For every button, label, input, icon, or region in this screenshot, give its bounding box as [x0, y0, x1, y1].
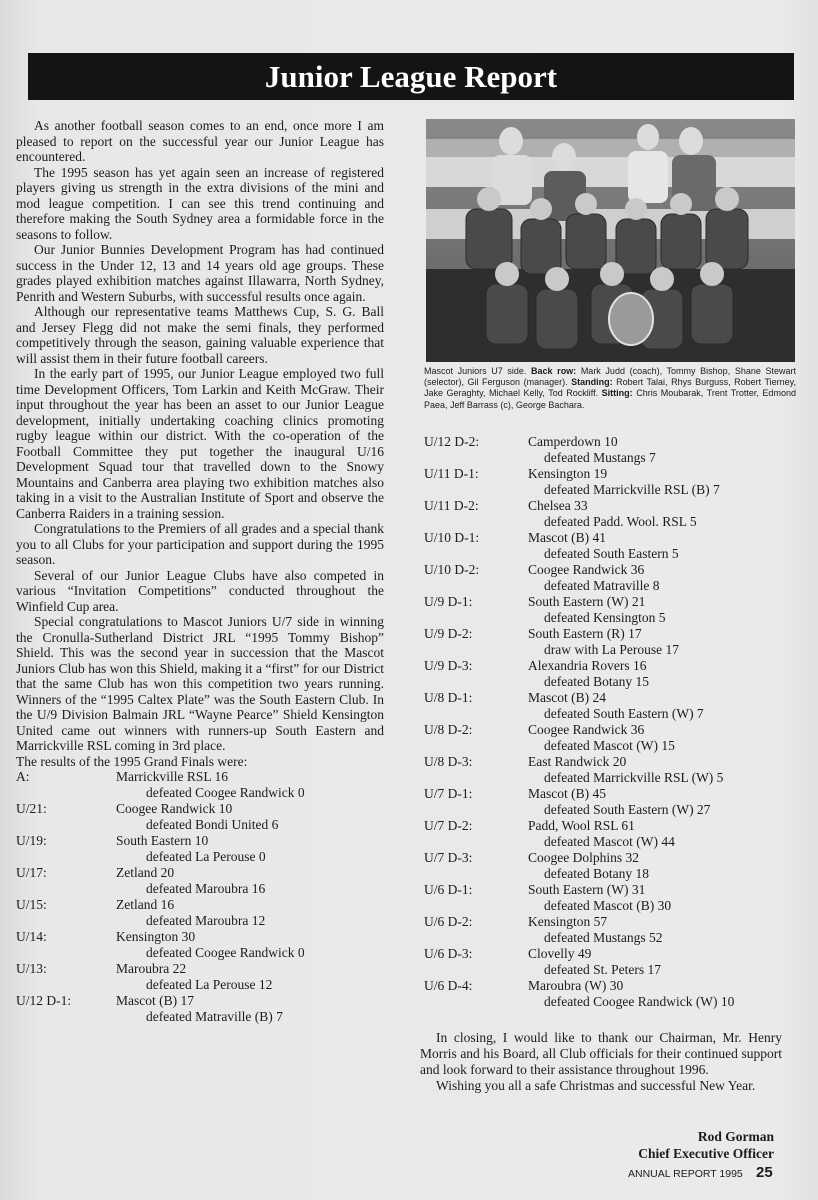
result-division: U/14:: [16, 929, 47, 944]
result-division: U/6 D-3:: [424, 946, 473, 961]
result-defeated: defeated Coogee Randwick (W) 10: [544, 994, 735, 1009]
paragraph: Congratulations to the Premiers of all grades and a special thank you to all Clubs for your participation and support during the 1995 season.: [16, 521, 384, 567]
result-defeated-row: [424, 866, 796, 882]
signature-name: Rod Gorman: [697, 1129, 774, 1144]
result-defeated: defeated Mustangs 52: [544, 930, 663, 945]
result-defeated: defeated Botany 15: [544, 674, 649, 689]
result-division: U/7 D-2:: [424, 818, 473, 833]
closing-paragraph: Wishing you all a safe Christmas and successful New Year.: [436, 1078, 756, 1093]
result-row: [424, 946, 796, 962]
page-title: Junior League Report: [28, 53, 794, 100]
result-row: [424, 690, 796, 706]
result-winner: Maroubra 22: [116, 961, 187, 976]
result-winner: Coogee Dolphins 32: [528, 850, 639, 865]
result-winner: Coogee Randwick 10: [116, 801, 233, 816]
result-row: [424, 914, 796, 930]
result-winner: Camperdown 10: [528, 434, 618, 449]
result-defeated: defeated South Eastern (W) 7: [544, 706, 704, 721]
caption-standing-label: Standing:: [571, 377, 613, 388]
result-division: U/6 D-2:: [424, 914, 473, 929]
result-row: [424, 498, 796, 514]
team-photo: [426, 119, 795, 362]
result-winner: Padd, Wool RSL 61: [528, 818, 635, 833]
result-winner: South Eastern (W) 21: [528, 594, 646, 609]
result-division: U/11 D-1:: [424, 466, 479, 481]
result-division: U/15:: [16, 897, 47, 912]
result-winner: Kensington 57: [528, 914, 608, 929]
result-row: [424, 850, 796, 866]
result-defeated: defeated South Eastern (W) 27: [544, 802, 711, 817]
left-column: [16, 118, 384, 1025]
result-defeated: defeated Coogee Randwick 0: [146, 785, 305, 800]
result-defeated: defeated Kensington 5: [544, 610, 666, 625]
shield-trophy-icon: [609, 293, 653, 345]
result-defeated: defeated Bondi United 6: [146, 817, 279, 832]
result-winner: Marrickville RSL 16: [116, 769, 228, 784]
result-defeated: defeated La Perouse 12: [146, 977, 273, 992]
result-defeated-row: [424, 962, 796, 978]
caption-sitting-label: Sitting:: [601, 388, 633, 399]
result-row: [16, 961, 384, 977]
result-winner: South Eastern (W) 31: [528, 882, 646, 897]
result-winner: East Randwick 20: [528, 754, 627, 769]
result-division: U/12 D-1:: [16, 993, 72, 1008]
result-defeated-row: [424, 706, 796, 722]
result-winner: Kensington 19: [528, 466, 608, 481]
paragraph: As another football season comes to an end, once more I am pleased to report on the successful year our Junior League has encountered.: [16, 118, 384, 164]
result-defeated-row: [16, 913, 384, 929]
result-division: U/12 D-2:: [424, 434, 480, 449]
result-division: U/10 D-2:: [424, 562, 480, 577]
result-row: [424, 818, 796, 834]
result-defeated: draw with La Perouse 17: [544, 642, 679, 657]
result-defeated: defeated Coogee Randwick 0: [146, 945, 305, 960]
result-defeated-row: [16, 849, 384, 865]
result-defeated: defeated Mascot (W) 15: [544, 738, 675, 753]
result-division: U/8 D-2:: [424, 722, 473, 737]
result-division: U/6 D-4:: [424, 978, 473, 993]
result-defeated-row: [424, 674, 796, 690]
result-defeated-row: [424, 770, 796, 786]
caption-standing-text: Robert Talai, Rhys Burguss, Robert Tierney, Jake Geraghty, Michael Kelly, Tod Rockliff.: [424, 377, 797, 399]
result-defeated-row: [424, 610, 796, 626]
result-defeated: defeated Botany 18: [544, 866, 649, 881]
paragraph: Our Junior Bunnies Development Program has had continued success in the Under 12, 13 and 14 years old age groups. These grades played exhibition matches against Illawarra, North Sydney, Penrith and Western Suburbs, with successful results once again.: [16, 242, 384, 304]
result-defeated: defeated St. Peters 17: [544, 962, 661, 977]
result-row: [424, 978, 796, 994]
result-division: U/21:: [16, 801, 47, 816]
result-winner: Clovelly 49: [528, 946, 592, 961]
result-defeated: defeated Marrickville RSL (B) 7: [544, 482, 720, 497]
result-defeated-row: [424, 930, 796, 946]
result-defeated: defeated South Eastern 5: [544, 546, 679, 561]
result-row: [16, 833, 384, 849]
result-defeated-row: [424, 834, 796, 850]
result-row: [424, 466, 796, 482]
signature: [638, 1128, 774, 1162]
result-division: U/11 D-2:: [424, 498, 479, 513]
result-division: U/9 D-2:: [424, 626, 473, 641]
result-winner: Mascot (B) 41: [528, 530, 606, 545]
page-footer: [628, 1164, 778, 1181]
result-row: [424, 434, 796, 450]
team-photo-image: [426, 119, 795, 362]
result-defeated: defeated Mustangs 7: [544, 450, 656, 465]
result-defeated: defeated Maroubra 12: [146, 913, 266, 928]
result-defeated-row: [424, 994, 796, 1010]
results-list-right: [424, 434, 796, 1010]
result-defeated: defeated Matraville (B) 7: [146, 1009, 283, 1024]
closing-remarks: [420, 1030, 782, 1094]
closing-paragraph: In closing, I would like to thank our Chairman, Mr. Henry Morris and his Board, all Club officials for their continued support and look forward to their assistance throughout 1996.: [420, 1030, 782, 1077]
result-row: [16, 897, 384, 913]
result-defeated-row: [16, 1009, 384, 1025]
result-winner: South Eastern 10: [116, 833, 209, 848]
result-row: [16, 801, 384, 817]
result-defeated-row: [16, 817, 384, 833]
caption-sitting-text: Chris Moubarak, Trent Trotter, Edmond Paea, Jeff Barrass (c), George Bachara.: [424, 388, 796, 410]
result-winner: Zetland 20: [116, 865, 175, 880]
result-defeated-row: [424, 642, 796, 658]
paragraph: In the early part of 1995, our Junior League employed two full time Development Officers, Tom Larkin and Keith McGraw. Their input throughout the year has been an asset to our Junior League development, initially undertaking coaching clinics promoting rugby league within our district. With the co-operation of the Football Committee they put together the inaugural U/16 Development Squad tour that travelled down to the Snowy Mountains and Canberra area playing two exhibition matches also taking in a visit to the Australian Institute of Sport and observe the Canberra Raiders in a training session.: [16, 366, 384, 521]
result-division: U/10 D-1:: [424, 530, 480, 545]
result-row: [424, 562, 796, 578]
result-winner: Mascot (B) 24: [528, 690, 606, 705]
result-defeated: defeated Mascot (W) 44: [544, 834, 675, 849]
result-division: U/13:: [16, 961, 47, 976]
page-number: 25: [756, 1164, 773, 1181]
result-winner: Mascot (B) 45: [528, 786, 606, 801]
result-division: U/17:: [16, 865, 47, 880]
result-defeated-row: [424, 514, 796, 530]
result-division: U/7 D-3:: [424, 850, 473, 865]
paragraph: Several of our Junior League Clubs have also competed in various “Invitation Competitions” conducted throughout the Winfield Cup area.: [16, 567, 384, 614]
result-row: [424, 722, 796, 738]
footer-label: ANNUAL REPORT 1995: [628, 1168, 743, 1180]
paragraph: Although our representative teams Matthews Cup, S. G. Ball and Jersey Flegg did not make the semi finals, they performed competitively through the season, gaining valuable experience that will assist them in their future football careers.: [16, 304, 384, 366]
result-row: [424, 626, 796, 642]
caption-lead: Mascot Juniors U7 side.: [424, 366, 527, 376]
result-defeated-row: [16, 945, 384, 961]
result-winner: Mascot (B) 17: [116, 993, 194, 1008]
result-winner: Coogee Randwick 36: [528, 722, 645, 737]
result-row: [16, 769, 384, 785]
result-row: [16, 993, 384, 1009]
result-defeated: defeated Marrickville RSL (W) 5: [544, 770, 724, 785]
caption-back-text: Mark Judd (coach), Tommy Bishop, Shane Stewart (selector), Gil Ferguson (manager).: [424, 366, 796, 388]
result-defeated: defeated Mascot (B) 30: [544, 898, 672, 913]
photo-caption: [424, 366, 796, 411]
result-row: [424, 530, 796, 546]
result-defeated: defeated Matraville 8: [544, 578, 660, 593]
result-defeated-row: [424, 578, 796, 594]
result-defeated: defeated La Perouse 0: [146, 849, 266, 864]
result-winner: Chelsea 33: [528, 498, 588, 513]
result-winner: South Eastern (R) 17: [528, 626, 642, 641]
result-defeated-row: [16, 785, 384, 801]
result-row: [16, 929, 384, 945]
result-defeated-row: [424, 898, 796, 914]
result-winner: Coogee Randwick 36: [528, 562, 645, 577]
results-intro: The results of the 1995 Grand Finals were:: [16, 753, 248, 769]
signature-role: Chief Executive Officer: [638, 1146, 774, 1161]
result-winner: Kensington 30: [116, 929, 196, 944]
result-winner: Maroubra (W) 30: [528, 978, 624, 993]
result-defeated: defeated Padd. Wool. RSL 5: [544, 514, 697, 529]
result-winner: Alexandria Rovers 16: [528, 658, 647, 673]
result-row: [424, 658, 796, 674]
result-division: U/9 D-1:: [424, 594, 473, 609]
result-division: U/9 D-3:: [424, 658, 473, 673]
result-division: U/7 D-1:: [424, 786, 473, 801]
result-division: U/8 D-3:: [424, 754, 473, 769]
results-list-left: [16, 769, 384, 1025]
result-division: A:: [16, 769, 30, 784]
result-division: U/8 D-1:: [424, 690, 473, 705]
result-defeated-row: [16, 977, 384, 993]
result-row: [424, 754, 796, 770]
caption-back-label: Back row:: [531, 366, 577, 376]
result-division: U/6 D-1:: [424, 882, 473, 897]
result-winner: Zetland 16: [116, 897, 175, 912]
result-defeated-row: [424, 546, 796, 562]
result-defeated-row: [424, 482, 796, 498]
paragraph: Special congratulations to Mascot Juniors U/7 side in winning the Cronulla-Sutherland District JRL “1995 Tommy Bishop” Shield. This was the second year in succession that the Mascot Juniors Club has won this Shield, making it a “first” for our District that the same Club has won this competition two years running. Winners of the “1995 Caltex Plate” was the South Eastern Club. In the U/9 Division Balmain JRL “Wayne Pearce” Shield Kensington United came out winners with runners-up South Eastern and Marrickville RSL coming in 3rd place.: [16, 614, 384, 753]
result-defeated-row: [16, 881, 384, 897]
result-defeated-row: [424, 450, 796, 466]
result-row: [424, 786, 796, 802]
result-defeated: defeated Maroubra 16: [146, 881, 266, 896]
result-division: U/19:: [16, 833, 47, 848]
result-row: [16, 865, 384, 881]
result-defeated-row: [424, 738, 796, 754]
paragraph: The 1995 season has yet again seen an increase of registered players giving us strength in the extra divisions of the mini and mod league competition. I can see this trend continuing and therefore making the South Sydney area a formidable force in the seasons to follow.: [16, 164, 384, 242]
result-row: [424, 882, 796, 898]
result-defeated-row: [424, 802, 796, 818]
result-row: [424, 594, 796, 610]
